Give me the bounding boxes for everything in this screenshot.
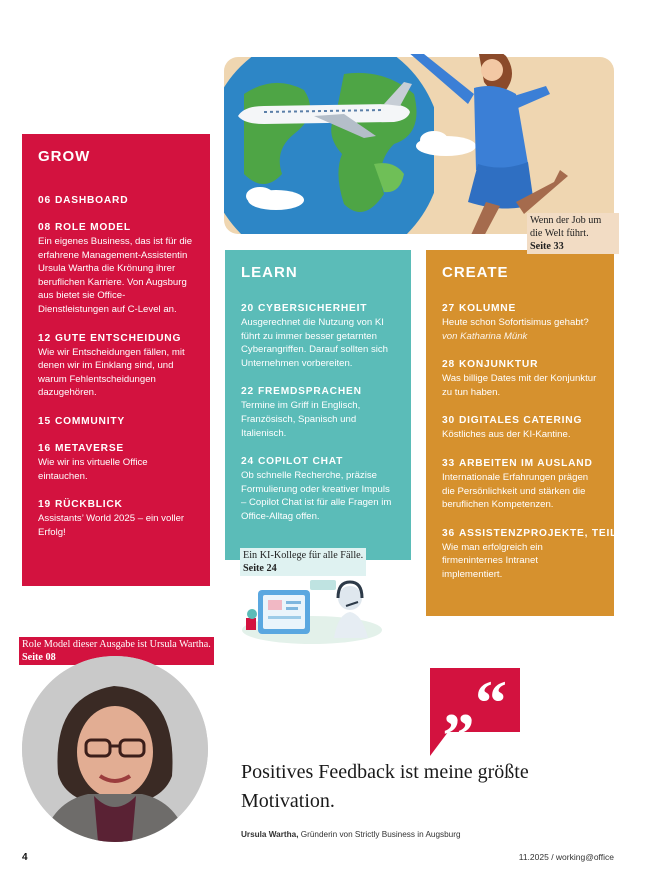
- learn-entry-fremdsprachen[interactable]: [241, 386, 395, 440]
- grow-entry-dashboard[interactable]: [38, 195, 194, 206]
- caption-page: Seite 33: [530, 241, 564, 252]
- caption-text: Wenn der Job um die Welt führt.: [530, 215, 602, 239]
- entry-heading: 12 GUTE ENTSCHEIDUNG: [38, 332, 182, 344]
- create-title: CREATE: [442, 264, 509, 281]
- caption-text: Role Model dieser Ausgabe ist Ursula Wartha.: [22, 639, 211, 650]
- caption-page: Seite 24: [243, 563, 277, 574]
- learn-title: LEARN: [241, 264, 298, 281]
- entry-heading: 19 RÜCKBLICK: [38, 499, 123, 511]
- entry-heading: 08 ROLE MODEL: [38, 222, 131, 233]
- page-number: 4: [22, 852, 28, 863]
- entry-text: Assistants’ World 2025 – ein voller Erfolg!: [38, 513, 185, 538]
- entry-text: Wie wir Entscheidungen fällen, mit denen wir im Einklang sind, und warum Fehlentscheidungen dazugehören.: [38, 346, 185, 399]
- entry-heading: 36 ASSISTENZPROJEKTE, TEIL 6: [442, 527, 628, 539]
- grow-entry-rueckblick[interactable]: [38, 499, 194, 539]
- entry-text: Wie man erfolgreich ein firmeninternes Intranet implementiert.: [442, 541, 543, 580]
- entry-author: von Katharina Münk: [442, 330, 528, 342]
- entry-heading: 22 FREMDSPRACHEN: [241, 386, 362, 398]
- grow-entry-community[interactable]: [38, 416, 194, 427]
- entry-text: Ausgerechnet die Nutzung von KI führt zu immer besser getarnten Cyberangriffen. Darauf sollten sich Unternehmen vorbereiten.: [241, 317, 389, 369]
- grow-panel: [22, 134, 210, 586]
- learn-entry-cybersicherheit[interactable]: [241, 303, 395, 370]
- entry-heading: 16 METAVERSE: [38, 442, 125, 454]
- entry-text: Wie wir ins virtuelle Office eintauchen.: [38, 456, 148, 482]
- pull-quote: Positives Feedback ist meine größte Motivation.: [241, 761, 529, 812]
- entry-heading: 28 KONJUNKTUR: [442, 359, 539, 371]
- quote-bubble-icon: [430, 668, 520, 756]
- caption-text: Ein KI-Kollege für alle Fälle.: [243, 550, 364, 561]
- grow-title: GROW: [38, 148, 91, 165]
- create-entry-arbeiten-im-ausland[interactable]: [442, 458, 598, 512]
- entry-text: Heute schon Sofortisimus gehabt?: [442, 317, 589, 328]
- entry-text: Termine im Griff in Englisch, Französisch, Spanisch und Italienisch.: [241, 400, 361, 439]
- svg-text:„“: „“: [443, 668, 507, 738]
- entry-heading: 24 COPILOT CHAT: [241, 456, 344, 468]
- entry-heading: 30 DIGITALES CATERING: [442, 415, 583, 427]
- entry-heading: 20 CYBERSICHERHEIT: [241, 303, 368, 314]
- create-entry-digitales-catering[interactable]: [442, 415, 598, 442]
- entry-heading: 27 KOLUMNE: [442, 303, 517, 314]
- create-panel: [426, 250, 628, 616]
- entry-text: Ob schnelle Recherche, präzise Formulierung oder kreativer Impuls – Copilot Chat ist für alle Fragen im Office-Alltag offen.: [241, 470, 392, 522]
- entry-text: Internationale Erfahrungen prägen die Persönlichkeit und stärken die beruflichen Kompetenzen.: [442, 471, 589, 511]
- caption-job-world[interactable]: [527, 213, 619, 254]
- create-entry-konjunktur[interactable]: [442, 359, 598, 399]
- entry-text: Was billige Dates mit der Konjunktur zu tun haben.: [442, 373, 597, 398]
- ki-colleague-illustration: [238, 568, 386, 648]
- entry-heading: 33 ARBEITEN IM AUSLAND: [442, 457, 593, 469]
- entry-text: Köstliches aus der KI-Kantine.: [442, 429, 571, 441]
- create-entry-kolumne[interactable]: [442, 303, 598, 343]
- hero-illustration: [224, 54, 614, 234]
- caption-page: Seite 08: [22, 652, 56, 663]
- grow-entry-gute-entscheidung[interactable]: [38, 333, 194, 400]
- entry-heading: 06 DASHBOARD: [38, 195, 129, 206]
- learn-entry-copilot-chat[interactable]: [241, 456, 395, 523]
- entry-text: Ein eigenes Business, das ist für die erfahrene Management-Assistentin Ursula Wartha die Krönung ihrer beruflichen Karriere. Von Augsburg aus bietet sie Office-Dienstleistungen auf C-Level an.: [38, 236, 193, 315]
- issue-footer: 11.2025 / working@office: [518, 852, 614, 862]
- learn-panel: [225, 250, 411, 560]
- grow-entry-metaverse[interactable]: [38, 443, 194, 483]
- grow-entry-role-model[interactable]: [38, 222, 194, 317]
- portrait-photo: [22, 656, 208, 842]
- entry-heading: 15 COMMUNITY: [38, 415, 125, 427]
- quote-source: Ursula Wartha, Gründerin von Strictly Business in Augsburg: [241, 830, 461, 839]
- create-entry-assistenzprojekte[interactable]: [442, 527, 628, 582]
